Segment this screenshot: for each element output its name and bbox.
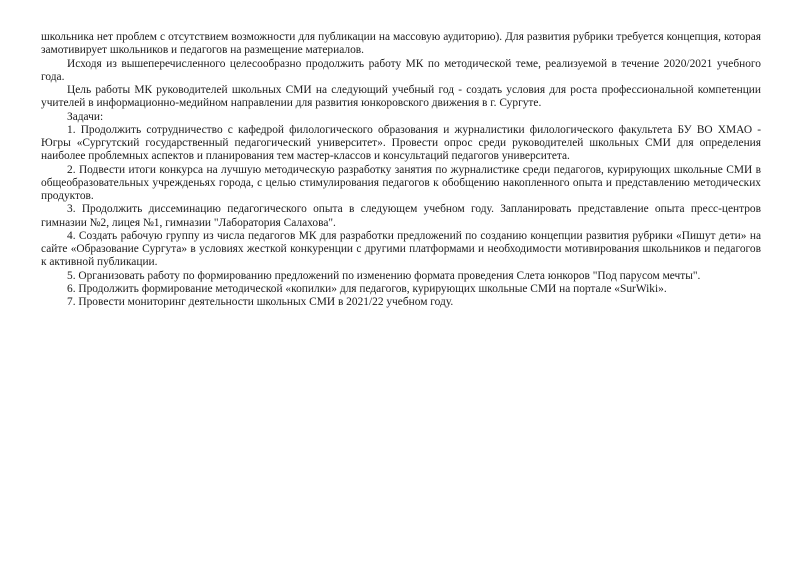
task-item-1: 1. Продолжить сотрудничество с кафедрой филологического образования и журналистики филологического факультета БУ ВО ХМАО - Югры «Сургутский государственный педагогический университет». Провести опрос среди руководителей школьных СМИ для определения наиболее проблемных аспектов и планирования тем мастер-классов и консультаций педагогов университета. [41, 123, 761, 163]
task-item-3: 3. Продолжить диссеминацию педагогического опыта в следующем учебном году. Запланировать представление опыта пресс-центров гимназии №2, лицея №1, гимназии "Лаборатория Салахова". [41, 203, 761, 229]
task-item-2: 2. Подвести итоги конкурса на лучшую методическую разработку занятия по журналистике среди педагогов, курирующих школьные СМИ в общеобразовательных учрежденьях города, с целью стимулирования педагогов к обобщению накопленного опыта и представлению методических продуктов. [41, 163, 761, 202]
paragraph-intro-continuation: школьника нет проблем с отсутствием возможности для публикации на массовую аудиторию). Для развития рубрики требуется концепция, которая замотивирует школьников и педагогов на размещение материалов. [41, 31, 761, 57]
task-item-7: 7. Провести мониторинг деятельности школьных СМИ в 2021/22 учебном году. [67, 296, 454, 308]
tasks-heading: Задачи: [67, 110, 104, 123]
document-page [41, 31, 761, 309]
paragraph-goal: Цель работы МК руководителей школьных СМИ на следующий учебный год - создать условия для роста профессиональной компетенции учителей в информационно-медийном направлении для развития юнкоровского движения в г. Сургуте. [41, 84, 761, 110]
task-item-5: 5. Организовать работу по формированию предложений по изменению формата проведения Слета юнкоров "Под парусом мечты". [67, 269, 701, 282]
tasks-list [41, 124, 761, 310]
task-item-6: 6. Продолжить формирование методической «копилки» для педагогов, курирующих школьные СМИ на портале «SurWiki». [67, 282, 667, 295]
paragraph-continue-work: Исходя из вышеперечисленного целесообразно продолжить работу МК по методической теме, реализуемой в течение 2020/2021 учебного года. [41, 57, 761, 83]
task-item-4: 4. Создать рабочую группу из числа педагогов МК для разработки предложений по созданию концепции развития рубрики «Пишут дети» на сайте «Образование Сургута» в условиях жесткой конкуренции с другими платформами и необходимости мотивирования школьников и педагогов к активной публикации. [41, 229, 761, 269]
